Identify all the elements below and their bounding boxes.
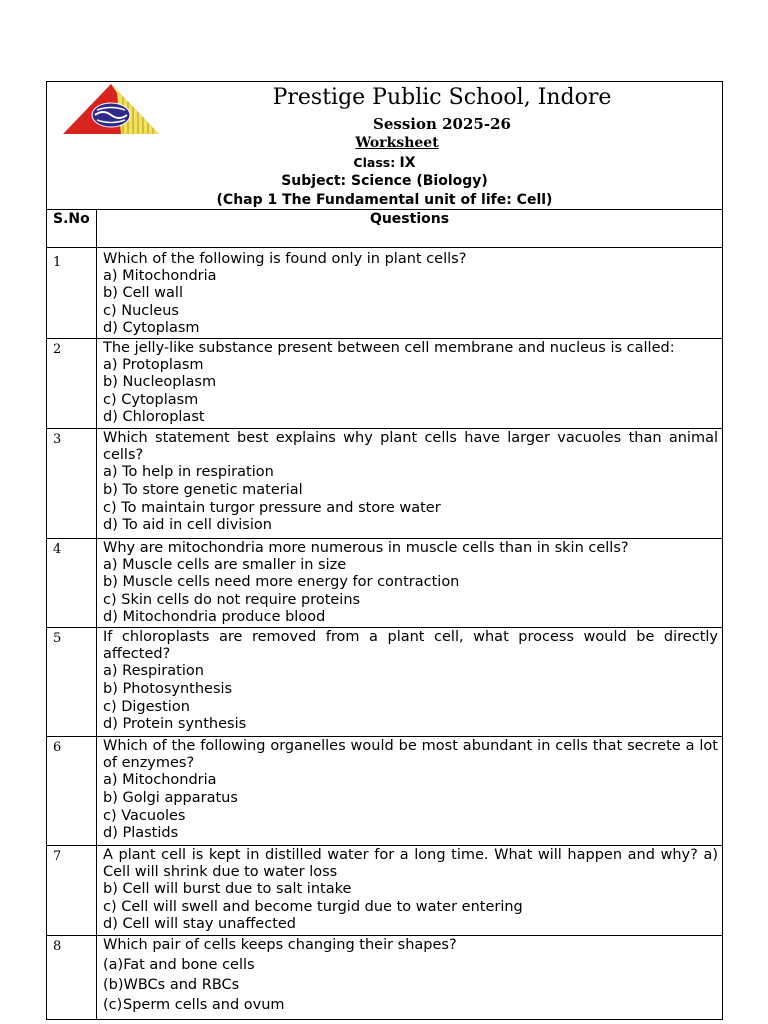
option: c) Digestion bbox=[103, 699, 190, 715]
question-number: 2 bbox=[47, 339, 97, 429]
class-line bbox=[47, 155, 722, 171]
option: a) To help in respiration bbox=[103, 464, 274, 480]
chapter-line: (Chap 1 The Fundamental unit of life: Cell) bbox=[216, 192, 553, 208]
subject-line: Subject: Science (Biology) bbox=[281, 173, 488, 189]
option: d) Plastids bbox=[103, 825, 179, 841]
question-number: 5 bbox=[47, 628, 97, 737]
question-cell bbox=[97, 339, 723, 429]
table-header-row bbox=[47, 210, 723, 248]
option: a) Mitochondria bbox=[103, 268, 217, 284]
question-text bbox=[103, 847, 718, 881]
question-text: Which of the following is found only in plant cells? bbox=[103, 251, 467, 267]
option: c) Skin cells do not require proteins bbox=[103, 592, 361, 608]
option: a) Protoplasm bbox=[103, 357, 204, 373]
question-text: If chloroplasts are removed from a plant cell, what process would be directly affected? bbox=[103, 629, 718, 662]
question-cell bbox=[97, 936, 723, 1020]
option: d) Cell will stay unaffected bbox=[103, 916, 297, 932]
question-row bbox=[47, 737, 723, 846]
question-row bbox=[47, 429, 723, 539]
option: c) To maintain turgor pressure and store water bbox=[103, 500, 441, 516]
question-number: 1 bbox=[47, 248, 97, 339]
option: a) Cell will shrink due to water loss bbox=[103, 847, 718, 880]
question-number: 7 bbox=[47, 846, 97, 936]
option: a) Respiration bbox=[103, 663, 204, 679]
question-text: Why are mitochondria more numerous in muscle cells than in skin cells? bbox=[103, 540, 629, 556]
option-label: (b) bbox=[103, 977, 124, 993]
option: c) Cell will swell and become turgid due to water entering bbox=[103, 899, 523, 915]
option: d) Protein synthesis bbox=[103, 716, 247, 732]
question-cell bbox=[97, 539, 723, 628]
question-cell bbox=[97, 737, 723, 846]
question-number: 6 bbox=[47, 737, 97, 846]
option bbox=[103, 977, 718, 994]
option: d) To aid in cell division bbox=[103, 517, 272, 533]
question-text: Which statement best explains why plant cells have larger vacuoles than animal cells? bbox=[103, 430, 718, 463]
question-row bbox=[47, 936, 723, 1020]
option bbox=[103, 997, 718, 1014]
class-label: Class: bbox=[353, 155, 400, 170]
worksheet-table bbox=[46, 81, 723, 1020]
question-row bbox=[47, 846, 723, 936]
option: b) Photosynthesis bbox=[103, 681, 233, 697]
option: c) Vacuoles bbox=[103, 808, 186, 824]
class-value: IX bbox=[399, 155, 416, 171]
option bbox=[103, 957, 718, 974]
column-header-sno: S.No bbox=[47, 210, 97, 248]
option: b) Cell wall bbox=[103, 285, 183, 301]
question-number: 4 bbox=[47, 539, 97, 628]
option: b) Golgi apparatus bbox=[103, 790, 238, 806]
option-label: (c) bbox=[103, 997, 123, 1013]
question-row bbox=[47, 339, 723, 429]
question-number: 8 bbox=[47, 936, 97, 1020]
worksheet-header bbox=[47, 82, 723, 210]
question-row bbox=[47, 539, 723, 628]
option: c) Cytoplasm bbox=[103, 392, 199, 408]
option: c) Nucleus bbox=[103, 303, 179, 319]
question-text: Which of the following organelles would be most abundant in cells that secrete a lot of enzymes? bbox=[103, 738, 718, 771]
question-row bbox=[47, 248, 723, 339]
option: a) Muscle cells are smaller in size bbox=[103, 557, 347, 573]
session-label: Session 2025-26 bbox=[373, 115, 511, 133]
option: d) Mitochondria produce blood bbox=[103, 609, 326, 625]
worksheet-title: Worksheet bbox=[355, 135, 439, 151]
question-row bbox=[47, 628, 723, 737]
question-text: The jelly-like substance present between cell membrane and nucleus is called: bbox=[103, 340, 675, 356]
option: d) Chloroplast bbox=[103, 409, 205, 425]
option: b) Muscle cells need more energy for contraction bbox=[103, 574, 460, 590]
question-number: 3 bbox=[47, 429, 97, 539]
question-cell bbox=[97, 846, 723, 936]
question-cell bbox=[97, 628, 723, 737]
option: b) Cell will burst due to salt intake bbox=[103, 881, 352, 897]
option: a) Mitochondria bbox=[103, 772, 217, 788]
option-label: (a) bbox=[103, 957, 124, 973]
option: d) Cytoplasm bbox=[103, 320, 200, 336]
question-stem: A plant cell is kept in distilled water for a long time. What will happen and why? bbox=[103, 847, 698, 863]
option: b) Nucleoplasm bbox=[103, 374, 217, 390]
worksheet-page bbox=[46, 81, 723, 1020]
question-cell bbox=[97, 248, 723, 339]
option-text: Fat and bone cells bbox=[123, 957, 255, 973]
option: b) To store genetic material bbox=[103, 482, 303, 498]
question-cell bbox=[97, 429, 723, 539]
option-text: Sperm cells and ovum bbox=[123, 997, 285, 1013]
school-name: Prestige Public School, Indore bbox=[272, 85, 612, 110]
option-text: WBCs and RBCs bbox=[123, 977, 240, 993]
column-header-questions: Questions bbox=[97, 210, 723, 248]
question-text: Which pair of cells keeps changing their shapes? bbox=[103, 937, 457, 953]
